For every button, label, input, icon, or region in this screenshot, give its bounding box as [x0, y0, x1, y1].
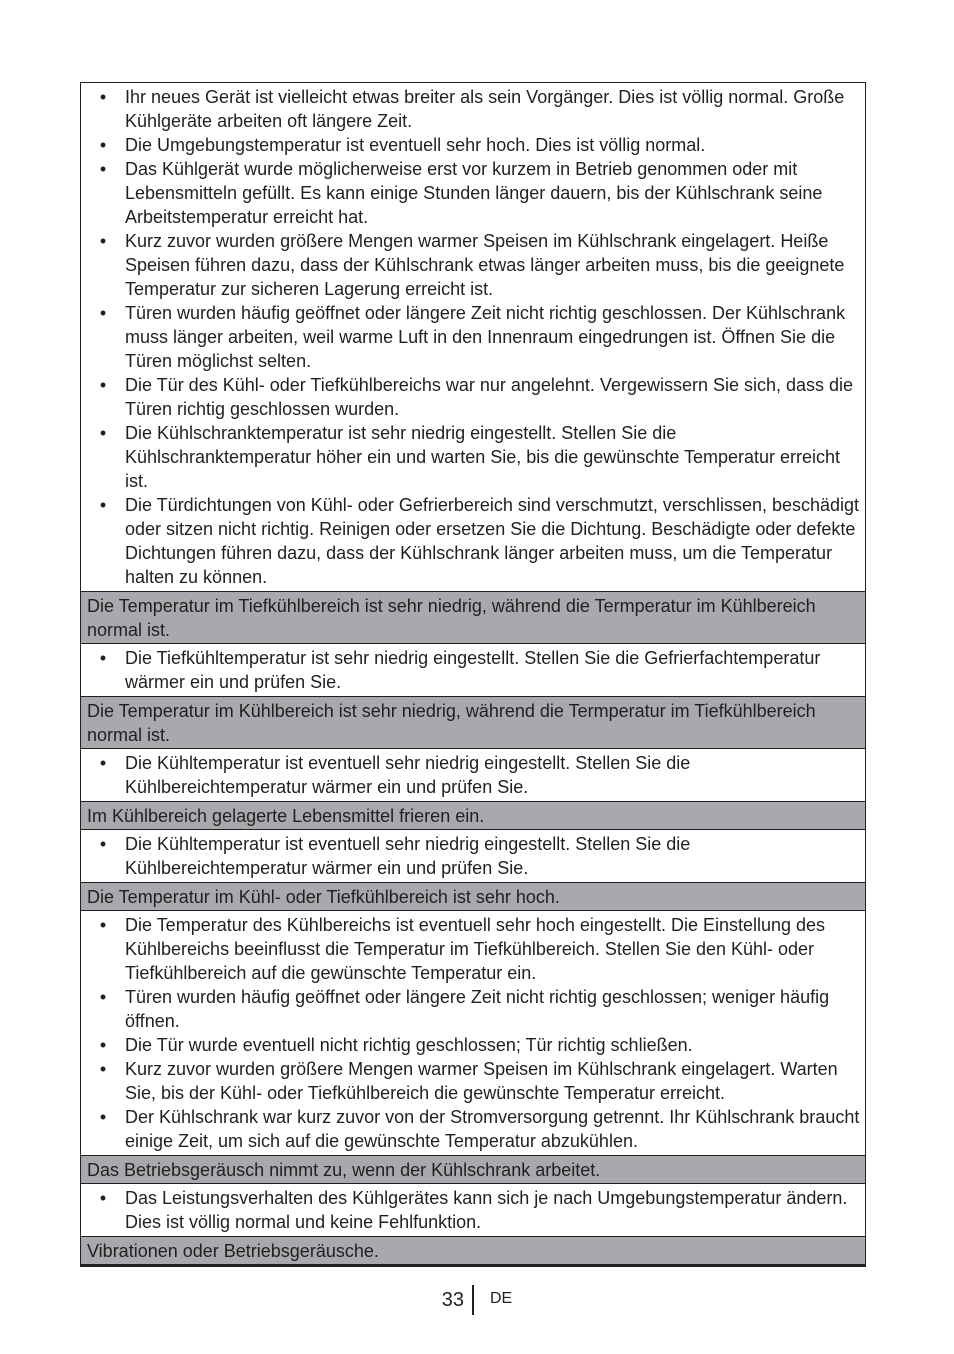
page-number: 33: [441, 1288, 464, 1311]
bullet-icon: •: [99, 231, 107, 251]
list-item: [81, 832, 861, 880]
list-item: [81, 373, 861, 421]
bullet-icon: •: [99, 87, 107, 107]
list-item: [81, 913, 861, 985]
cause-list: [81, 830, 865, 882]
list-item: [81, 1105, 861, 1153]
list-item: [81, 1186, 861, 1234]
list-item: [81, 421, 861, 493]
list-item: [81, 85, 861, 133]
cause-list: [81, 911, 865, 1155]
list-item-text: Ihr neues Gerät ist vielleicht etwas breiter als sein Vorgänger. Dies ist völlig normal. Große Kühlgeräte arbeiten oft längere Zeit.: [125, 87, 845, 131]
list-item-text: Die Kühltemperatur ist eventuell sehr niedrig eingestellt. Stellen Sie die Kühlbereichtemperatur wärmer ein und prüfen Sie.: [125, 834, 691, 878]
list-item-text: Das Leistungsverhalten des Kühlgerätes kann sich je nach Umgebungstemperatur ändern. Dies ist völlig normal und keine Fehlfunktion.: [125, 1188, 848, 1232]
bullet-icon: •: [99, 303, 107, 323]
list-item-text: Die Kühlschranktemperatur ist sehr niedrig eingestellt. Stellen Sie die Kühlschranktemperatur höher ein und warten Sie, bis die gewünschte Temperatur erreicht ist.: [125, 423, 841, 491]
bullet-icon: •: [99, 1188, 107, 1208]
list-item: [81, 1057, 861, 1105]
bullet-icon: •: [99, 1107, 107, 1127]
list-item: [81, 646, 861, 694]
cause-list: [81, 749, 865, 801]
list-item-text: Die Tür des Kühl- oder Tiefkühlbereichs war nur angelehnt. Vergewissern Sie sich, dass die Türen richtig geschlossen wurden.: [125, 375, 854, 419]
list-item: [81, 157, 861, 229]
list-item: [81, 133, 861, 157]
list-item-text: Der Kühlschrank war kurz zuvor von der Stromversorgung getrennt. Ihr Kühlschrank braucht einige Zeit, um sich auf die gewünschte Temperatur abzukühlen.: [125, 1107, 860, 1151]
cause-list: [81, 83, 865, 591]
troubleshooting-table: [80, 82, 866, 1267]
list-item-text: Das Kühlgerät wurde möglicherweise erst vor kurzem in Betrieb genommen oder mit Lebensmitteln gefüllt. Es kann einige Stunden länger dauern, bis der Kühlschrank seine Arbeitstemperatur erreicht hat.: [125, 159, 823, 227]
bullet-icon: •: [99, 159, 107, 179]
bullet-icon: •: [99, 1059, 107, 1079]
bullet-icon: •: [99, 753, 107, 773]
problem-header: Im Kühlbereich gelagerte Lebensmittel frieren ein.: [81, 801, 865, 830]
list-item: [81, 1033, 861, 1057]
problem-header: Das Betriebsgeräusch nimmt zu, wenn der Kühlschrank arbeitet.: [81, 1155, 865, 1184]
cause-list: [81, 644, 865, 696]
list-item-text: Die Temperatur des Kühlbereichs ist eventuell sehr hoch eingestellt. Die Einstellung des Kühlbereichs beeinflusst die Temperatur im Tiefkühlbereich. Stellen Sie den Kühl- oder Tiefkühlbereich auf die gewünschte Temperatur ein.: [125, 915, 826, 983]
problem-header: Die Temperatur im Kühlbereich ist sehr niedrig, während die Termperatur im Tiefkühlbereich normal ist.: [81, 696, 865, 749]
bullet-icon: •: [99, 648, 107, 668]
list-item-text: Die Umgebungstemperatur ist eventuell sehr hoch. Dies ist völlig normal.: [125, 135, 706, 155]
bullet-icon: •: [99, 834, 107, 854]
bullet-icon: •: [99, 375, 107, 395]
page-footer: [0, 1285, 954, 1315]
list-item: [81, 493, 861, 589]
list-item-text: Die Tür wurde eventuell nicht richtig geschlossen; Tür richtig schließen.: [125, 1035, 693, 1055]
problem-header: Die Temperatur im Kühl- oder Tiefkühlbereich ist sehr hoch.: [81, 882, 865, 911]
list-item-text: Die Kühltemperatur ist eventuell sehr niedrig eingestellt. Stellen Sie die Kühlbereichtemperatur wärmer ein und prüfen Sie.: [125, 753, 691, 797]
bullet-icon: •: [99, 495, 107, 515]
list-item-text: Türen wurden häufig geöffnet oder längere Zeit nicht richtig geschlossen. Der Kühlschrank muss länger arbeiten, weil warme Luft in den Innenraum eingedrungen ist. Öffnen Sie die Türen möglichst selten.: [125, 303, 846, 371]
list-item: [81, 229, 861, 301]
bullet-icon: •: [99, 423, 107, 443]
cause-list: [81, 1184, 865, 1236]
bullet-icon: •: [99, 1035, 107, 1055]
list-item-text: Kurz zuvor wurden größere Mengen warmer Speisen im Kühlschrank eingelagert. Warten Sie, bis der Kühl- oder Tiefkühlbereich die gewünschte Temperatur erreicht.: [125, 1059, 838, 1103]
list-item-text: Die Türdichtungen von Kühl- oder Gefrierbereich sind verschmutzt, verschlissen, beschädigt oder sitzen nicht richtig. Reinigen oder ersetzen Sie die Dichtung. Beschädigte oder defekte Dichtungen führen dazu, dass der Kühlschrank länger arbeiten muss, um die Temperatur halten zu können.: [125, 495, 860, 587]
list-item-text: Türen wurden häufig geöffnet oder längere Zeit nicht richtig geschlossen; weniger häufig öffnen.: [125, 987, 830, 1031]
list-item: [81, 751, 861, 799]
language-code: DE: [490, 1290, 513, 1307]
list-item-text: Die Tiefkühltemperatur ist sehr niedrig eingestellt. Stellen Sie die Gefrierfachtemperatur wärmer ein und prüfen Sie.: [125, 648, 821, 692]
problem-header: Die Temperatur im Tiefkühlbereich ist sehr niedrig, während die Termperatur im Kühlbereich normal ist.: [81, 591, 865, 644]
list-item-text: Kurz zuvor wurden größere Mengen warmer Speisen im Kühlschrank eingelagert. Heiße Speisen führen dazu, dass der Kühlschrank etwas länger arbeiten muss, bis die geeignete Temperatur zur sicheren Lagerung erreicht ist.: [125, 231, 845, 299]
problem-header: Vibrationen oder Betriebsgeräusche.: [81, 1236, 865, 1265]
bullet-icon: •: [99, 915, 107, 935]
bullet-icon: •: [99, 135, 107, 155]
list-item: [81, 985, 861, 1033]
bullet-icon: •: [99, 987, 107, 1007]
list-item: [81, 301, 861, 373]
